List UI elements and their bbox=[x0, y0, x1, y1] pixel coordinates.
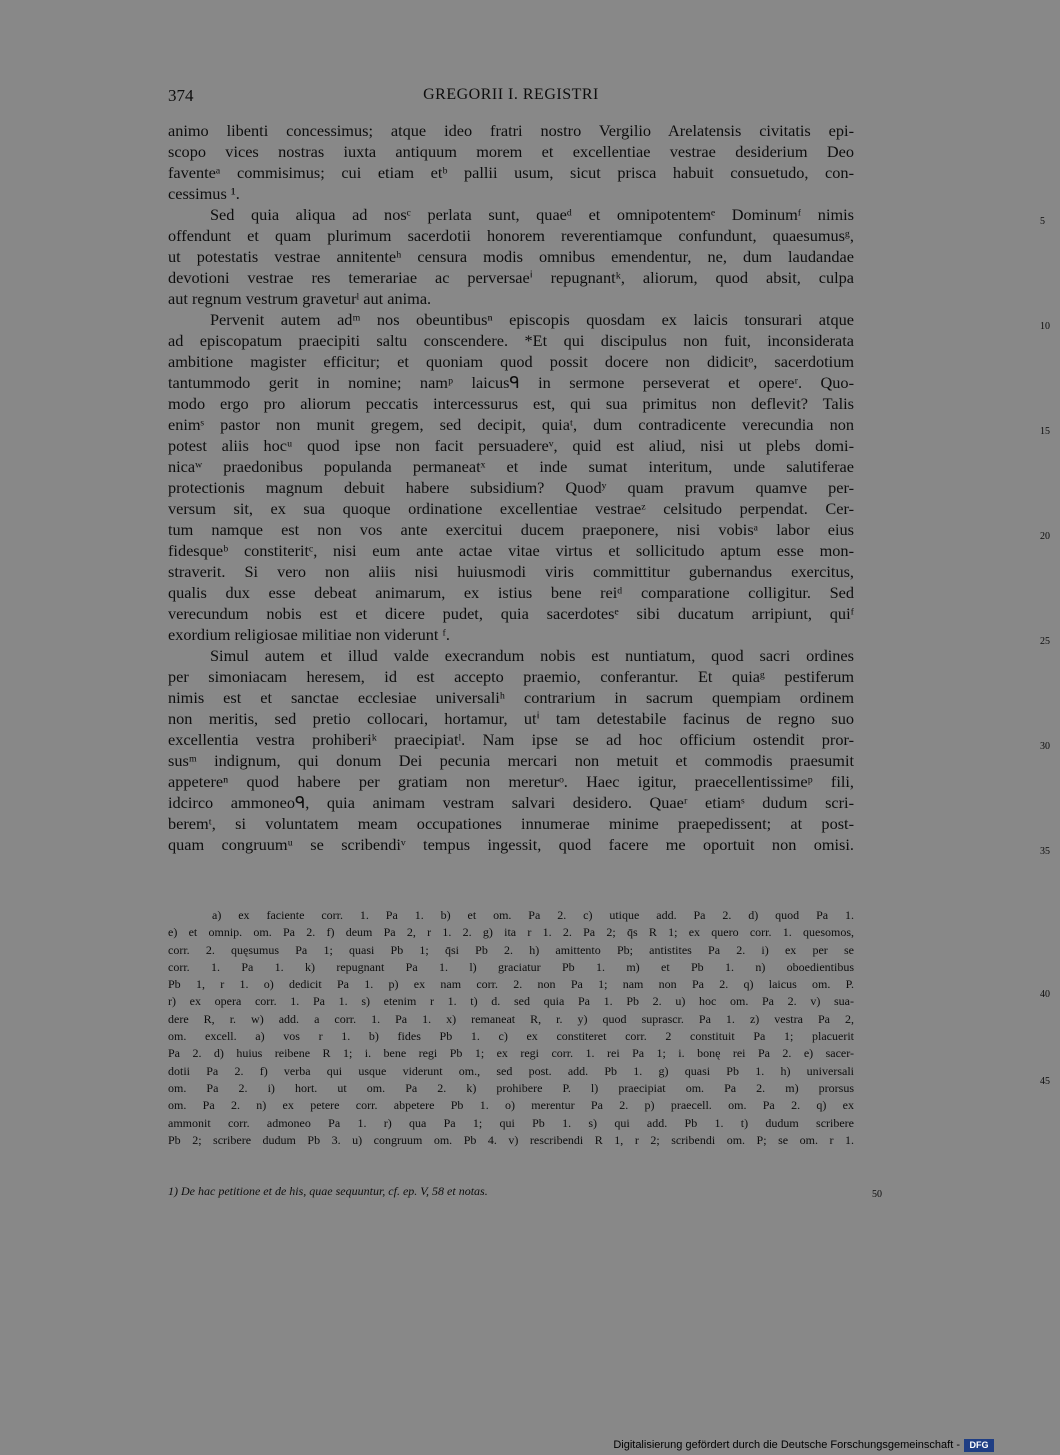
text-line: potest aliis hocᵘ quod ipse non facit persuadereᵛ, quid est aliud, nisi ut plebs domi- bbox=[168, 436, 854, 455]
text-line: beremᵗ, si voluntatem meam occupationes innumerae minime praepedissent; at post- bbox=[168, 814, 854, 833]
text-line: per simoniacam heresem, id est accepto praemio, conferantur. Et quiaᵍ pestiferum bbox=[168, 667, 854, 686]
text-line: scopo vices nostras iuxta antiquum morem et excellentiae vestrae desiderium Deo bbox=[168, 142, 854, 161]
line-number: 5 bbox=[1040, 216, 1045, 227]
footnote-line: Pa 2. d) huius reibene R 1; i. bene regi Pb 1; ex regi corr. 1. rei Pa 1; i. bonę rei Pa 2. e) sacer- bbox=[168, 1046, 854, 1061]
text-line: enimˢ pastor non munit gregem, sed decipit, quiaᵗ, dum contradicente verecundia non bbox=[168, 415, 854, 434]
line-number: 35 bbox=[1040, 846, 1050, 857]
text-line: qualis dux esse debeat animarum, ex istius bene reiᵈ comparatione colligitur. Sed bbox=[168, 583, 854, 602]
footnote-line: om. Pa 2. n) ex petere corr. abpetere Pb 1. o) merentur Pa 2. p) praecell. om. Pa 2. q) ex bbox=[168, 1098, 854, 1113]
footnote-line: dere R, r. w) add. a corr. 1. Pa 1. x) remaneat R, r. y) quod suprascr. Pa 1. z) vestra Pa 2, bbox=[168, 1011, 854, 1026]
footnote-line: corr. 2. quęsumus Pa 1; quasi Pb 1; q̄si Pb 2. h) amittento Pb; antistites Pa 2. i) ex per se bbox=[168, 942, 854, 957]
footnote-line: a) ex faciente corr. 1. Pa 1. b) et om. Pa 2. c) utique add. Pa 2. d) quod Pa 1. bbox=[212, 908, 854, 922]
line-number: 30 bbox=[1040, 741, 1050, 752]
line-number: 45 bbox=[1040, 1076, 1050, 1087]
text-line: Pervenit autem adᵐ nos obeuntibusⁿ episcopis quosdam ex laicis tonsurari atque bbox=[210, 310, 854, 329]
critical-apparatus bbox=[168, 907, 1050, 1149]
text-line: versum sit, ex sua quoque ordinatione excellentiae vestraeᶻ celsitudo perpendat. Cer- bbox=[168, 499, 854, 518]
text-line: tantummodo gerit in nomine; namᵖ laicusᑫ in sermone perseverat et opereʳ. Quo- bbox=[168, 373, 854, 392]
text-line: nimis est et sanctae ecclesiae universaliʰ contrarium in sacrum quempiam ordinem bbox=[168, 688, 854, 707]
text-line: faventeᵃ commisimus; cui etiam etᵇ pallii usum, sicut prisca habuit consuetudo, con- bbox=[168, 163, 854, 182]
dfg-logo: DFG bbox=[964, 1439, 994, 1452]
text-line: ad episcopatum praecipiti saltu conscendere. *Et qui discipulus non fuit, inconsiderata bbox=[168, 331, 854, 350]
text-line: non meritis, sed pretio collocari, hortamur, utⁱ tam detestabile facinus de regno suo bbox=[168, 709, 854, 728]
text-line: Sed quia aliqua ad nosᶜ perlata sunt, quaeᵈ et omnipotentemᵉ Dominumᶠ nimis bbox=[210, 205, 854, 224]
text-line: devotioni vestrae res temerariae ac perversaeⁱ repugnantᵏ, aliorum, quod absit, culpa bbox=[168, 268, 854, 287]
text-line: ut potestatis vestrae annitenteʰ censura modis omnibus emendentur, ne, dum laudandae bbox=[168, 247, 854, 266]
text-line: straverit. Si vero non aliis nisi huiusmodi viris committitur gubernandus exercitus, bbox=[168, 562, 854, 581]
text-line: excellentia vestra prohiberiᵏ praecipiatˡ. Nam ipse se ad hoc officium ostendit pror- bbox=[168, 730, 854, 749]
page-header bbox=[168, 86, 854, 108]
line-number: 25 bbox=[1040, 636, 1050, 647]
line-number: 15 bbox=[1040, 426, 1050, 437]
running-title: GREGORII I. REGISTRI bbox=[423, 86, 599, 103]
text-line: animo libenti concessimus; atque ideo fratri nostro Vergilio Arelatensis civitatis epi- bbox=[168, 121, 854, 140]
footnote-line: r) ex opera corr. 1. Pa 1. s) etenim r 1. t) d. sed quia Pa 1. Pb 2. u) hoc om. Pa 2. v) sua- bbox=[168, 994, 854, 1009]
footnote-line: Pb 2; scribere dudum Pb 3. u) congruum om. Pb 4. v) rescribendi R 1, r 2; scribendi om. P; se om. r 1. bbox=[168, 1132, 854, 1147]
footnote-line: Pb 1, r 1. o) dedicit Pa 1. p) ex nam corr. 2. non Pa 1; nam non Pa 2. q) laicus om. P. bbox=[168, 977, 854, 992]
line-number: 50 bbox=[872, 1189, 882, 1200]
footnote-line: corr. 1. Pa 1. k) repugnant Pa 1. l) graciatur Pb 1. m) et Pb 1. n) oboedientibus bbox=[168, 959, 854, 974]
text-line: quam congruumᵘ se scribendiᵛ tempus ingessit, quod facere me oportuit non omisi. bbox=[168, 835, 854, 854]
page-number: 374 bbox=[168, 86, 194, 105]
dfg-credit-text: Digitalisierung gefördert durch die Deutsche Forschungsgemeinschaft - bbox=[613, 1439, 960, 1451]
main-text bbox=[168, 120, 1050, 857]
line-number: 40 bbox=[1040, 989, 1050, 1000]
source-footnote: 1) De hac petitione et de his, quae sequuntur, cf. ep. V, 58 et notas. bbox=[168, 1184, 488, 1198]
text-line: exordium religiosae militiae non viderunt ᶠ. bbox=[168, 625, 450, 644]
digitization-footer bbox=[0, 1435, 1000, 1455]
text-line: protectionis magnum debuit habere subsidium? Quodʸ quam pravum quamve per- bbox=[168, 478, 854, 497]
text-line: Simul autem et illud valde execrandum nobis est nuntiatum, quod sacri ordines bbox=[210, 646, 854, 665]
text-line: ambitione magister efficitur; et quoniam quod possit docere non didicitᵒ, sacerdotium bbox=[168, 352, 854, 371]
text-line: idcirco ammoneoᑫ, quia animam vestram salvari desidero. Quaeʳ etiamˢ dudum scri- bbox=[168, 793, 854, 812]
text-line: fidesqueᵇ constiteritᶜ, nisi eum ante actae vitae virtus et sollicitudo aptum esse mon- bbox=[168, 541, 854, 560]
text-line: verecundum nobis est et dicere pudet, quia sacerdotesᵉ sibi ducatum arripiunt, quiᶠ bbox=[168, 604, 854, 623]
text-line: nicaʷ praedonibus populanda permaneatˣ et inde sumat interitum, unde salutiferae bbox=[168, 457, 854, 476]
text-line: aut regnum vestrum graveturˡ aut anima. bbox=[168, 289, 432, 308]
footnote-line: om. excell. a) vos r 1. b) fides Pb 1. c) ex constiteret corr. 2 constituit Pa 1; placuerit bbox=[168, 1029, 854, 1044]
footnote-line: dotii Pa 2. f) verba qui usque viderunt om., sed post. add. Pb 1. g) quasi Pb 1. h) universali bbox=[168, 1063, 854, 1078]
text-line: offendunt et quam plurimum sacerdotii honorem reverentiamque confundunt, quaesumusᵍ, bbox=[168, 226, 854, 245]
footnote-line: om. Pa 2. i) hort. ut om. Pa 2. k) prohibere P. l) praecipiat om. Pa 2. m) prorsus bbox=[168, 1080, 854, 1095]
text-line: cessimus ¹. bbox=[168, 184, 240, 203]
line-number: 20 bbox=[1040, 531, 1050, 542]
text-line: susᵐ indignum, qui donum Dei pecunia mercari non metuit et commodis praesumit bbox=[168, 751, 854, 770]
text-line: appetereⁿ quod habere per gratiam non mereturᵒ. Haec igitur, praecellentissimeᵖ fili, bbox=[168, 772, 854, 791]
text-line: tum namque est non vos ante exercitui ducem praeponere, nisi vobisᵃ labor eius bbox=[168, 520, 854, 539]
footnote-line: ammonit corr. admoneo Pa 1. r) qua Pa 1; qui Pb 1. s) qui add. Pb 1. t) dudum scribere bbox=[168, 1115, 854, 1130]
text-line: modo ergo pro aliorum peccatis intercessurus est, qui sua primitus non deflevit? Talis bbox=[168, 394, 854, 413]
line-number: 10 bbox=[1040, 321, 1050, 332]
footnote-line: e) et omnip. om. Pa 2. f) deum Pa 2, r 1. 2. g) ita r 1. 2. Pa 2; q̄s R 1; ex quero corr. 1. quesomos, bbox=[168, 925, 854, 940]
